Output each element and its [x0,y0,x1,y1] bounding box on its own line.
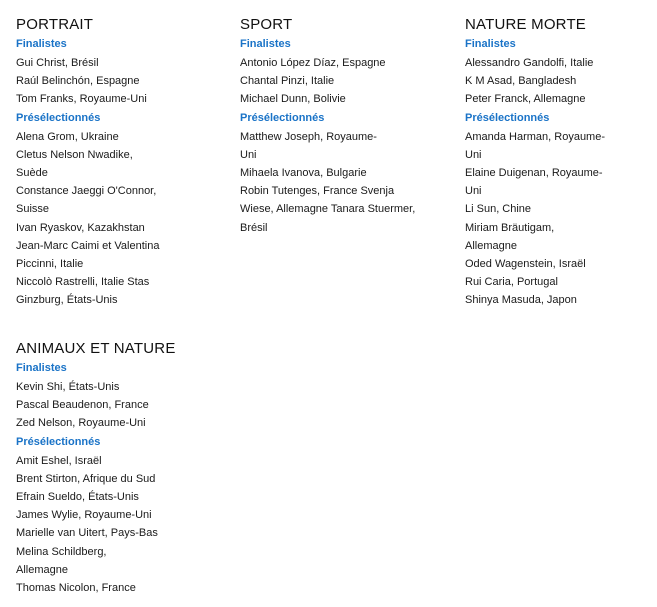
section-animaux-et-nature [16,340,216,597]
shortlisted-entry: Li Sun, Chine [465,203,532,216]
section-title: ANIMAUX ET NATURE [16,340,176,357]
shortlisted-entry: Rui Caria, Portugal [465,276,558,289]
shortlisted-entry: Marielle van Uitert, Pays-Bas [16,527,158,540]
finalist-entry: Tom Franks, Royaume-Uni [16,93,147,106]
finalists-heading: Finalistes [16,38,67,50]
shortlisted-heading: Présélectionnés [240,111,325,124]
shortlisted-entry: Mihaela Ivanova, Bulgarie [240,167,367,180]
finalist-entry: Zed Nelson, Royaume-Uni [16,417,146,430]
shortlisted-entry: James Wylie, Royaume-Uni [16,509,152,522]
shortlisted-entry: Cletus Nelson Nwadike, Suède [16,148,133,180]
section-title: SPORT [240,16,293,33]
finalist-entry: Chantal Pinzi, Italie [240,75,335,88]
shortlisted-entry: Constance Jaeggi O'Connor, Suisse [16,185,157,216]
shortlisted-entry: Jean-Marc Caimi et Valentina Piccinni, Italie [16,239,160,271]
finalists-heading: Finalistes [240,38,291,50]
shortlisted-entry: Melina Schildberg, Allemagne [16,545,107,576]
finalists-heading: Finalistes [16,362,67,374]
shortlisted-entry: Miriam Bräutigam, Allemagne [465,221,555,252]
finalist-entry: Kevin Shi, États-Unis [16,381,120,393]
shortlisted-entry: Robin Tutenges, France Svenja Wiese, Allemagne Tanara Stuermer, Brésil [240,185,416,234]
section-title: PORTRAIT [16,16,94,33]
section-title: NATURE MORTE [465,16,587,33]
shortlisted-entry: Alena Grom, Ukraine [16,130,119,143]
shortlisted-entry: Elaine Duigenan, Royaume- Uni [465,167,603,198]
shortlisted-entry: Brent Stirton, Afrique du Sud [16,472,156,485]
shortlisted-entry: Matthew Joseph, Royaume- Uni [240,130,377,161]
finalist-entry: Antonio López Díaz, Espagne [240,57,386,69]
finalist-entry: Peter Franck, Allemagne [465,93,586,106]
shortlisted-entry: Oded Wagenstein, Israël [465,258,586,271]
shortlisted-heading: Présélectionnés [16,111,101,124]
finalist-entry: Pascal Beaudenon, France [16,399,149,412]
finalists-heading: Finalistes [465,38,516,50]
finalist-entry: Gui Christ, Brésil [16,57,99,69]
finalist-entry: K M Asad, Bangladesh [465,75,577,88]
finalist-entry: Alessandro Gandolfi, Italie [465,57,594,69]
shortlisted-entry: Efrain Sueldo, États-Unis [16,491,139,504]
shortlisted-heading: Présélectionnés [16,435,101,448]
shortlisted-entry: Thomas Nicolon, France [16,582,136,595]
shortlisted-heading: Présélectionnés [465,111,550,124]
finalist-entry: Michael Dunn, Bolivie [240,93,346,106]
finalist-entry: Raúl Belinchón, Espagne [16,75,140,88]
section-sport [240,16,440,237]
shortlisted-entry: Niccolò Rastrelli, Italie Stas Ginzburg, États-Unis [16,276,150,307]
section-nature-morte [465,16,657,310]
shortlisted-entry: Amanda Harman, Royaume- Uni [465,130,606,161]
shortlisted-entry: Shinya Masuda, Japon [465,294,577,307]
section-portrait [16,16,216,310]
shortlisted-entry: Amit Eshel, Israël [16,454,102,467]
shortlisted-entry: Ivan Ryaskov, Kazakhstan [16,221,145,234]
